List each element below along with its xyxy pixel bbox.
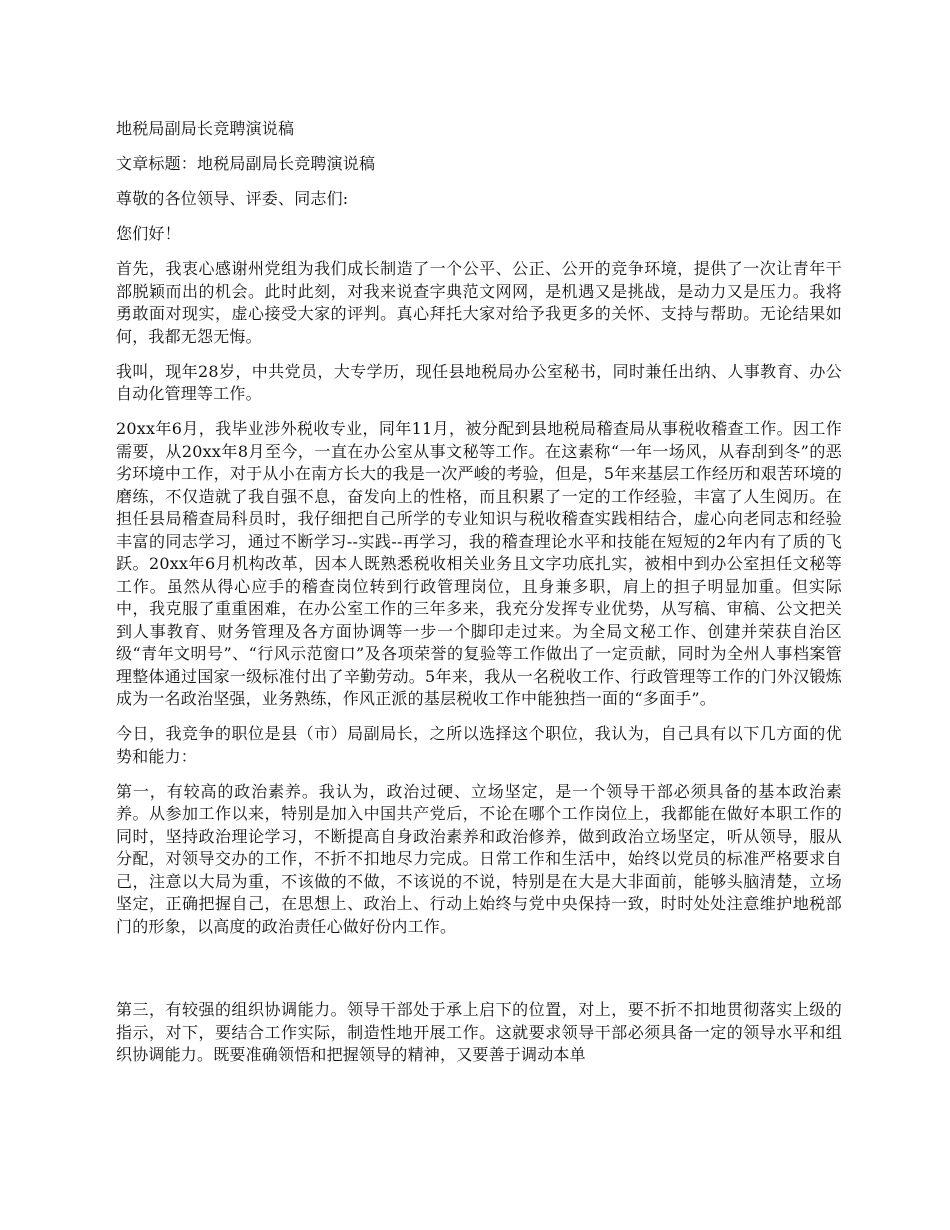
article-title-line: 文章标题：地税局副局长竞聘演说稿 bbox=[116, 154, 376, 173]
paragraph-coordination-ability: 第三，有较强的组织协调能力。领导干部处于承上启下的位置，对上，要不折不扣地贯彻落实上级的指示，对下，要结合工作实际，制造性地开展工作。这就要求领导干部必须具备一定的领导水平和组织协调能力。既要准确领悟和把握领导的精神，又要善于调动本单 bbox=[116, 1000, 842, 1064]
paragraph-political-quality: 第一，有较高的政治素养。我认为，政治过硬、立场坚定，是一个领导干部必须具备的基本政治素养。从参加工作以来，特别是加入中国共产党后，不论在哪个工作岗位上，我都能在做好本职工作的同时，坚持政治理论学习，不断提高自身政治素养和政治修养，做到政治立场坚定，听从领导，服从分配，对领导交办的工作，不折不扣地尽力完成。日常工作和生活中，始终以党员的标准严格要求自己，注意以大局为重，不该做的不做，不该说的不说，特别是在大是大非面前，能够头脑清楚，立场坚定，正确把握自己，在思想上、政治上、行动上始终与党中央保持一致，时时处处注意维护地税部门的形象，以高度的政治责任心做好份内工作。 bbox=[116, 781, 842, 936]
paragraph-work-history: 20xx年6月，我毕业涉外税收专业，同年11月，被分配到县地税局稽查局从事税收稽查工作。因工作需要，从20xx年8月至今，一直在办公室从事文秘等工作。在这素称“一年一场风，从春刮到冬”的恶劣环境中工作，对于从小在南方长大的我是一次严峻的考验，但是，5年来基层工作经历和艰苦环境的磨练，不仅造就了我自强不息，奋发向上的性格，而且积累了一定的工作经验，丰富了人生阅历。在担任县局稽查局科员时，我仔细把自己所学的专业知识与税收稽查实践相结合，虚心向老同志和经验丰富的同志学习，通过不断学习--实践--再学习，我的稽查理论水平和技能在短短的2年内有了质的飞跃。20xx年6月机构改革，因本人既熟悉税收相关业务且文字功底扎实，被相中到办公室担任文秘等工作。虽然从得心应手的稽查岗位转到行政管理岗位，且身兼多职，肩上的担子明显加重。但实际中，我克服了重重困难，在办公室工作的三年多来，我充分发挥专业优势，从写稿、审稿、公文把关到人事教育、财务管理及各方面协调等一步一个脚印走过来。为全局文秘工作、创建并荣获自治区级“青年文明号”、“行风示范窗口”及各项荣誉的复验等工作做出了一定贡献，同时为全州人事档案管理整体通过国家一级标准付出了辛勤劳动。5年来，我从一名税收工作、行政管理等工作的门外汉锻炼成为一名政治坚强，业务熟练，作风正派的基层税收工作中能独挡一面的“多面手”。 bbox=[116, 419, 842, 708]
document-heading: 地税局副局长竞聘演说稿 bbox=[116, 119, 295, 138]
document-page bbox=[116, 118, 842, 1079]
salutation: 尊敬的各位领导、评委、同志们: bbox=[116, 189, 349, 208]
paragraph-position: 今日，我竞争的职位是县（市）局副局长，之所以选择这个职位，我认为，自己具有以下几方面的优势和能力： bbox=[116, 724, 842, 766]
greeting: 您们好！ bbox=[116, 224, 181, 243]
paragraph-thanks: 首先，我衷心感谢州党组为我们成长制造了一个公平、公正、公开的竞争环境，提供了一次让青年干部脱颖而出的机会。此时此刻，对我来说查字典范文网网，是机遇又是挑战，是动力又是压力。我将勇敢面对现实，虚心接受大家的评判。真心拜托大家对给予我更多的关怀、支持与帮助。无论结果如何，我都无怨无悔。 bbox=[116, 259, 842, 346]
paragraph-self-intro: 我叫，现年28岁，中共党员，大专学历，现任县地税局办公室秘书，同时兼任出纳、人事教育、办公自动化管理等工作。 bbox=[116, 361, 842, 403]
